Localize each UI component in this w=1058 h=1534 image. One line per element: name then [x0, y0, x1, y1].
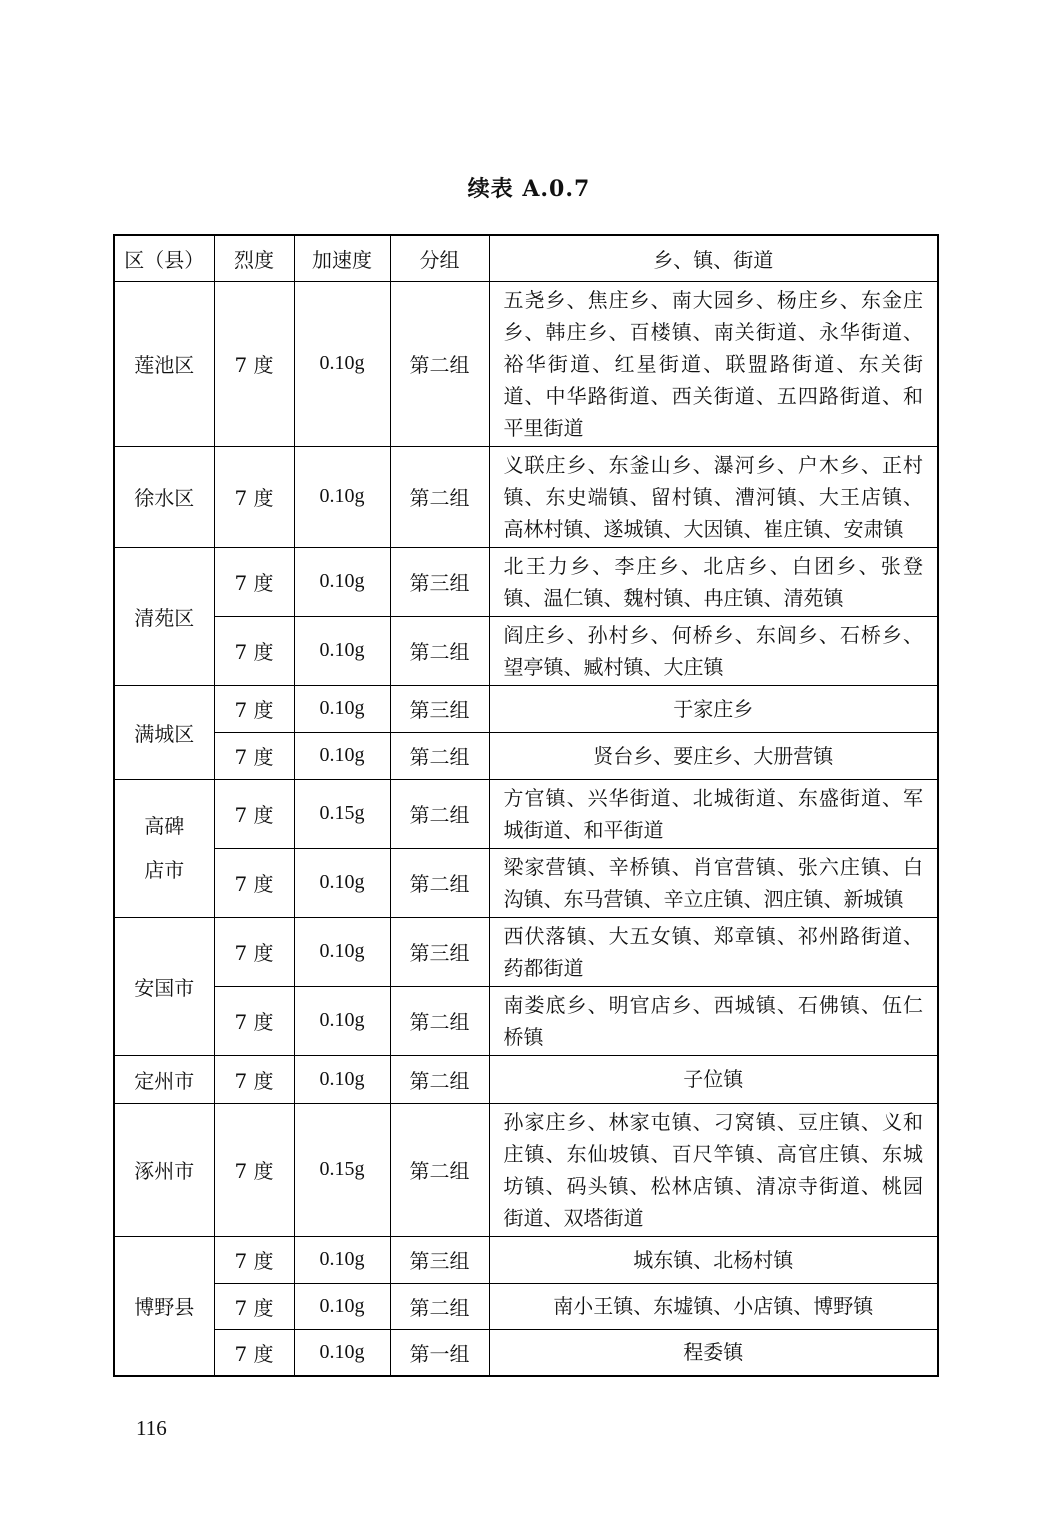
- towns-cell: 孙家庄乡、林家屯镇、刁窝镇、豆庄镇、义和庄镇、东仙坡镇、百尺竿镇、高官庄镇、东城坊镇、码头镇、松林店镇、清凉寺街道、桃园街道、双塔街道: [489, 1103, 938, 1236]
- towns-cell: 于家庄乡: [489, 685, 938, 732]
- intensity-cell: 7 度: [214, 616, 294, 685]
- group-cell: 第二组: [390, 848, 489, 917]
- towns-cell: 南娄底乡、明官店乡、西城镇、石佛镇、伍仁桥镇: [489, 986, 938, 1055]
- group-cell: 第三组: [390, 917, 489, 986]
- acceleration-cell: 0.10g: [294, 732, 390, 779]
- towns-cell: 城东镇、北杨村镇: [489, 1236, 938, 1283]
- table-row: [114, 1055, 938, 1103]
- table-row: [114, 1236, 938, 1283]
- acceleration-cell: 0.10g: [294, 1283, 390, 1329]
- intensity-cell: 7 度: [214, 1103, 294, 1236]
- acceleration-cell: 0.10g: [294, 616, 390, 685]
- acceleration-cell: 0.10g: [294, 986, 390, 1055]
- intensity-cell: 7 度: [214, 1329, 294, 1376]
- county-cell: 满城区: [114, 685, 214, 779]
- header-acceleration: 加速度: [294, 235, 390, 281]
- page-number: 116: [136, 1416, 167, 1440]
- group-cell: 第二组: [390, 616, 489, 685]
- acceleration-cell: 0.10g: [294, 1329, 390, 1376]
- table-row: [114, 1329, 938, 1376]
- county-cell: 清苑区: [114, 547, 214, 685]
- header-group: 分组: [390, 235, 489, 281]
- intensity-cell: 7 度: [214, 281, 294, 446]
- towns-cell: 方官镇、兴华街道、北城街道、东盛街道、军城街道、和平街道: [489, 779, 938, 848]
- table-row: [114, 446, 938, 547]
- table-row: [114, 848, 938, 917]
- group-cell: 第三组: [390, 547, 489, 616]
- towns-cell: 义联庄乡、东釜山乡、瀑河乡、户木乡、正村镇、东史端镇、留村镇、漕河镇、大王店镇、高林村镇、遂城镇、大因镇、崔庄镇、安肃镇: [489, 446, 938, 547]
- towns-cell: 贤台乡、要庄乡、大册营镇: [489, 732, 938, 779]
- towns-cell: 阎庄乡、孙村乡、何桥乡、东闾乡、石桥乡、望亭镇、臧村镇、大庄镇: [489, 616, 938, 685]
- intensity-cell: 7 度: [214, 446, 294, 547]
- intensity-cell: 7 度: [214, 732, 294, 779]
- acceleration-cell: 0.15g: [294, 779, 390, 848]
- header-towns: 乡、镇、街道: [489, 235, 938, 281]
- header-row: [114, 235, 938, 281]
- intensity-cell: 7 度: [214, 779, 294, 848]
- acceleration-cell: 0.10g: [294, 446, 390, 547]
- county-cell: [114, 779, 214, 917]
- towns-cell: 子位镇: [489, 1055, 938, 1103]
- group-cell: 第一组: [390, 1329, 489, 1376]
- intensity-cell: 7 度: [214, 1283, 294, 1329]
- acceleration-cell: 0.10g: [294, 547, 390, 616]
- group-cell: 第二组: [390, 1283, 489, 1329]
- group-cell: 第二组: [390, 732, 489, 779]
- table-row: [114, 281, 938, 446]
- acceleration-cell: 0.15g: [294, 1103, 390, 1236]
- towns-cell: 北王力乡、李庄乡、北店乡、白团乡、张登镇、温仁镇、魏村镇、冉庄镇、清苑镇: [489, 547, 938, 616]
- intensity-cell: 7 度: [214, 986, 294, 1055]
- group-cell: 第二组: [390, 779, 489, 848]
- towns-cell: 西伏落镇、大五女镇、郑章镇、祁州路街道、药都街道: [489, 917, 938, 986]
- county-cell: 莲池区: [114, 281, 214, 446]
- towns-cell: 五尧乡、焦庄乡、南大园乡、杨庄乡、东金庄乡、韩庄乡、百楼镇、南关街道、永华街道、裕华街道、红星街道、联盟路街道、东关街道、中华路街道、西关街道、五四路街道、和平里街道: [489, 281, 938, 446]
- table-row: [114, 1283, 938, 1329]
- intensity-cell: 7 度: [214, 1055, 294, 1103]
- towns-cell: 梁家营镇、辛桥镇、肖官营镇、张六庄镇、白沟镇、东马营镇、辛立庄镇、泗庄镇、新城镇: [489, 848, 938, 917]
- county-cell: 安国市: [114, 917, 214, 1055]
- seismic-table: [113, 234, 939, 1377]
- intensity-cell: 7 度: [214, 917, 294, 986]
- header-intensity: 烈度: [214, 235, 294, 281]
- county-cell: 徐水区: [114, 446, 214, 547]
- county-name-line: 店市: [144, 858, 185, 882]
- table-row: [114, 917, 938, 986]
- acceleration-cell: 0.10g: [294, 685, 390, 732]
- table-row: [114, 685, 938, 732]
- table-row: [114, 779, 938, 848]
- towns-cell: 程委镇: [489, 1329, 938, 1376]
- acceleration-cell: 0.10g: [294, 848, 390, 917]
- group-cell: 第二组: [390, 986, 489, 1055]
- group-cell: 第三组: [390, 1236, 489, 1283]
- county-cell: 涿州市: [114, 1103, 214, 1236]
- acceleration-cell: 0.10g: [294, 917, 390, 986]
- group-cell: 第二组: [390, 1103, 489, 1236]
- table-title: 续表 A.0.7: [467, 176, 591, 202]
- intensity-cell: 7 度: [214, 685, 294, 732]
- table-row: [114, 732, 938, 779]
- group-cell: 第二组: [390, 446, 489, 547]
- acceleration-cell: 0.10g: [294, 1055, 390, 1103]
- intensity-cell: 7 度: [214, 1236, 294, 1283]
- table-row: [114, 547, 938, 616]
- table-row: [114, 616, 938, 685]
- county-cell: 博野县: [114, 1236, 214, 1376]
- county-cell: 定州市: [114, 1055, 214, 1103]
- group-cell: 第二组: [390, 1055, 489, 1103]
- intensity-cell: 7 度: [214, 848, 294, 917]
- table-body: [114, 281, 938, 1376]
- acceleration-cell: 0.10g: [294, 1236, 390, 1283]
- group-cell: 第三组: [390, 685, 489, 732]
- acceleration-cell: 0.10g: [294, 281, 390, 446]
- towns-cell: 南小王镇、东墟镇、小店镇、博野镇: [489, 1283, 938, 1329]
- table-row: [114, 986, 938, 1055]
- header-county: 区（县）: [114, 235, 214, 281]
- county-name-line: 高碑: [144, 814, 185, 838]
- group-cell: 第二组: [390, 281, 489, 446]
- intensity-cell: 7 度: [214, 547, 294, 616]
- table-row: [114, 1103, 938, 1236]
